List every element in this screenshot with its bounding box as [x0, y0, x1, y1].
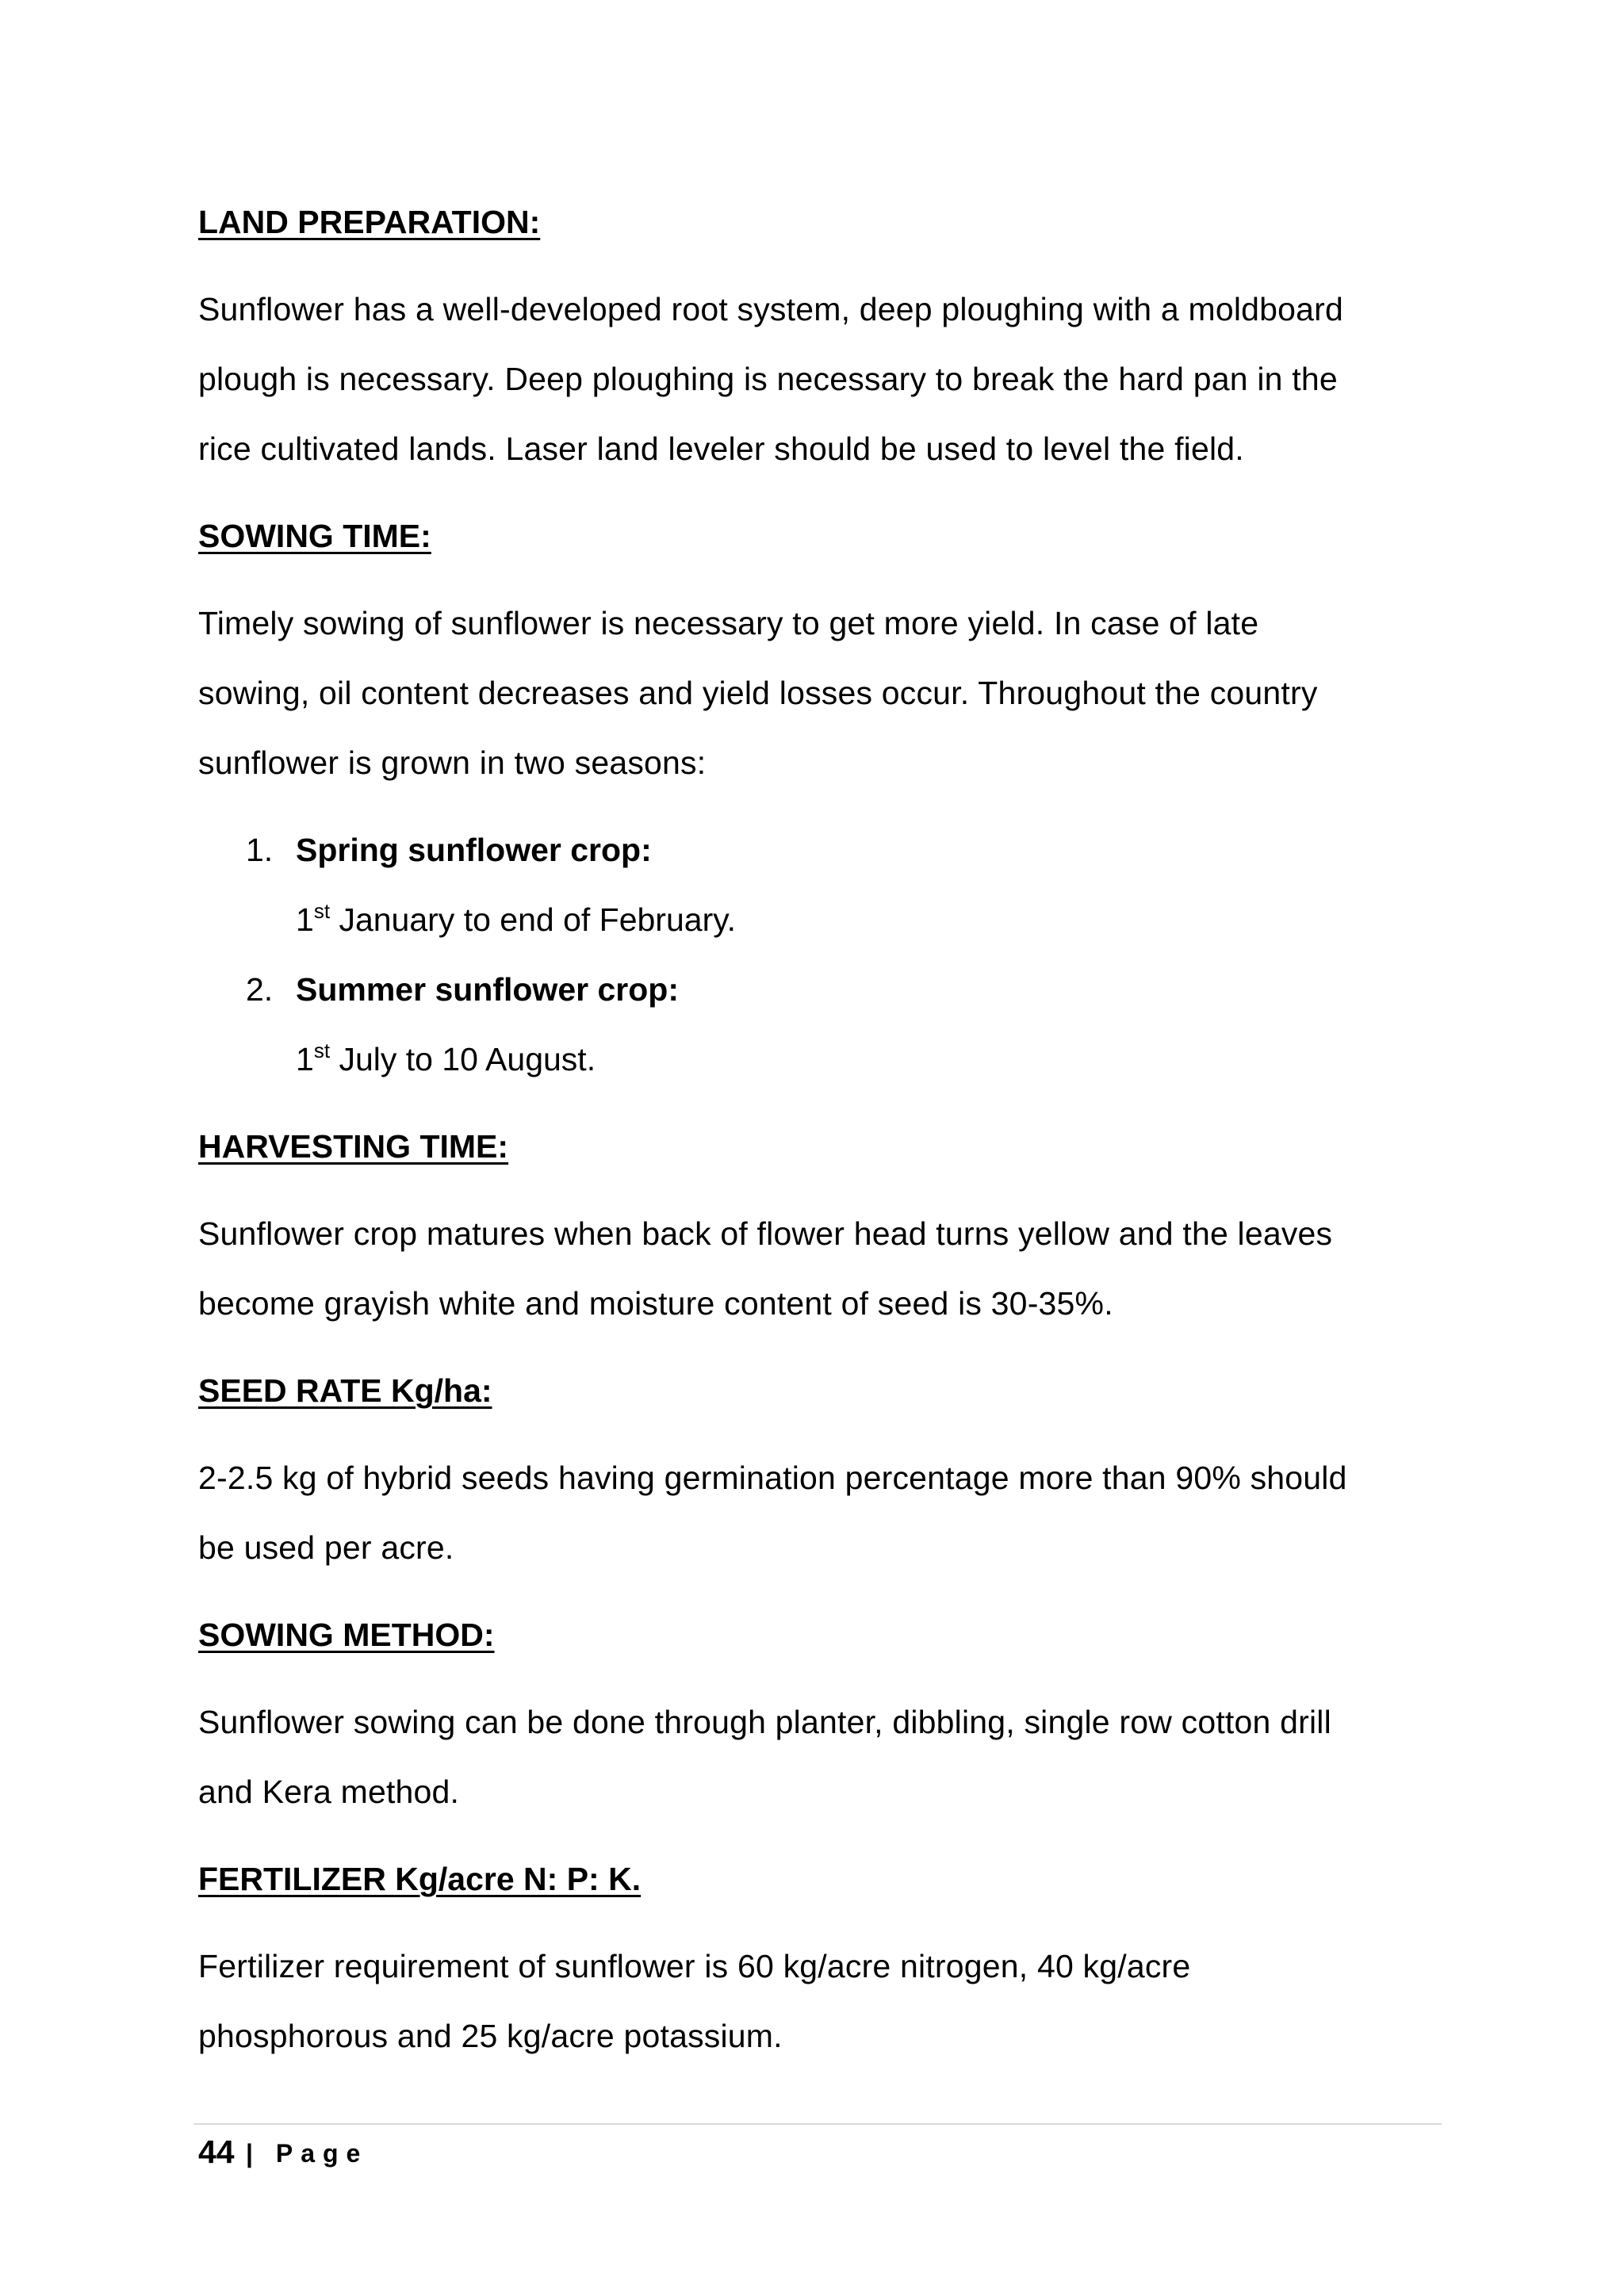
date-rest: January to end of February.: [330, 901, 737, 938]
page-label: | Page: [246, 2139, 369, 2168]
date-rest: July to 10 August.: [330, 1041, 596, 1077]
date-ordinal: st: [313, 1039, 331, 1062]
section-heading-land-preparation: LAND PREPARATION:: [198, 204, 541, 240]
section-heading-harvesting-time: HARVESTING TIME:: [198, 1128, 509, 1165]
date-ordinal: st: [313, 899, 331, 923]
paragraph-line: rice cultivated lands. Laser land leveler should be used to level the field.: [198, 430, 1244, 467]
list-item-date: [296, 1040, 596, 1078]
page-number: 44: [198, 2133, 235, 2170]
paragraph-line: sowing, oil content decreases and yield losses occur. Throughout the country: [198, 675, 1318, 711]
section-heading-fertilizer: FERTILIZER Kg/acre N: P: K.: [198, 1861, 642, 1897]
paragraph-line: phosphorous and 25 kg/acre potassium.: [198, 2018, 783, 2054]
paragraph-line: Sunflower has a well-developed root system, deep ploughing with a moldboard: [198, 291, 1344, 327]
section-heading-sowing-method: SOWING METHOD:: [198, 1617, 495, 1653]
list-item-title: Spring sunflower crop:: [296, 832, 652, 868]
paragraph-line: Sunflower crop matures when back of flower head turns yellow and the leaves: [198, 1215, 1333, 1252]
paragraph-line: sunflower is grown in two seasons:: [198, 744, 707, 781]
paragraph-line: Fertilizer requirement of sunflower is 60 kg/acre nitrogen, 40 kg/acre: [198, 1948, 1191, 1984]
date-day: 1: [296, 901, 314, 938]
paragraph-line: Sunflower sowing can be done through planter, dibbling, single row cotton drill: [198, 1704, 1331, 1740]
paragraph-line: be used per acre.: [198, 1529, 454, 1566]
list-item-title: Summer sunflower crop:: [296, 971, 679, 1008]
list-item-date: [296, 901, 736, 939]
section-heading-sowing-time: SOWING TIME:: [198, 518, 431, 554]
paragraph-line: and Kera method.: [198, 1774, 460, 1810]
list-item-number: 2.: [246, 971, 274, 1008]
footer-divider: [193, 2123, 1442, 2125]
list-item-number: 1.: [246, 832, 274, 868]
paragraph-line: become grayish white and moisture content of seed is 30-35%.: [198, 1285, 1113, 1322]
paragraph-line: plough is necessary. Deep ploughing is necessary to break the hard pan in the: [198, 361, 1338, 397]
section-heading-seed-rate: SEED RATE Kg/ha:: [198, 1372, 492, 1409]
date-day: 1: [296, 1041, 314, 1077]
paragraph-line: Timely sowing of sunflower is necessary to get more yield. In case of late: [198, 605, 1259, 641]
paragraph-line: 2-2.5 kg of hybrid seeds having germination percentage more than 90% should: [198, 1460, 1347, 1496]
